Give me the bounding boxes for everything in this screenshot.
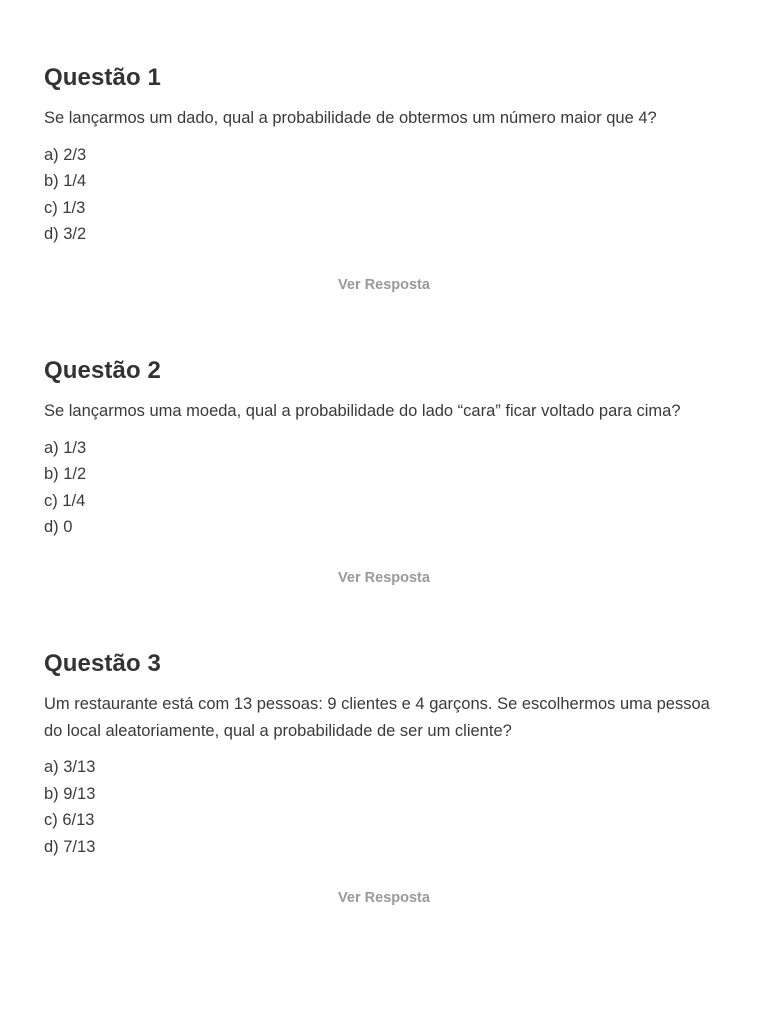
question-text: Um restaurante está com 13 pessoas: 9 clientes e 4 garçons. Se escolhermos uma pessoa do local aleatoriamente, qual a probabilidade de ser um cliente? bbox=[44, 695, 710, 740]
option-b: b) 9/13 bbox=[44, 784, 96, 803]
option-a: a) 3/13 bbox=[44, 758, 96, 776]
option-d: d) 0 bbox=[44, 518, 73, 536]
question-text: Se lançarmos um dado, qual a probabilidade de obtermos um número maior que 4? bbox=[44, 109, 657, 127]
question-text: Se lançarmos uma moeda, qual a probabilidade do lado “cara” ficar voltado para cima? bbox=[44, 402, 681, 420]
option-b: b) 1/4 bbox=[44, 172, 87, 190]
question-3 bbox=[44, 649, 724, 860]
option-d: d) 3/2 bbox=[44, 225, 87, 243]
show-answer-button-2[interactable]: Ver Resposta bbox=[304, 570, 464, 586]
options-list bbox=[44, 754, 724, 860]
show-answer-button-1[interactable]: Ver Resposta bbox=[304, 277, 464, 293]
option-b: b) 1/2 bbox=[44, 465, 87, 483]
option-c: c) 1/4 bbox=[44, 491, 86, 510]
option-c: c) 6/13 bbox=[44, 811, 95, 829]
question-title: Questão 2 bbox=[44, 357, 161, 384]
show-answer-button-3[interactable]: Ver Resposta bbox=[304, 890, 464, 906]
options-list bbox=[44, 142, 724, 248]
question-title: Questão 3 bbox=[44, 650, 161, 677]
question-1 bbox=[44, 63, 724, 248]
question-title: Questão 1 bbox=[44, 64, 161, 91]
options-list bbox=[44, 435, 724, 541]
option-d: d) 7/13 bbox=[44, 837, 96, 856]
option-a: a) 1/3 bbox=[44, 438, 87, 457]
question-2 bbox=[44, 356, 724, 541]
option-a: a) 2/3 bbox=[44, 145, 87, 164]
option-c: c) 1/3 bbox=[44, 198, 86, 217]
